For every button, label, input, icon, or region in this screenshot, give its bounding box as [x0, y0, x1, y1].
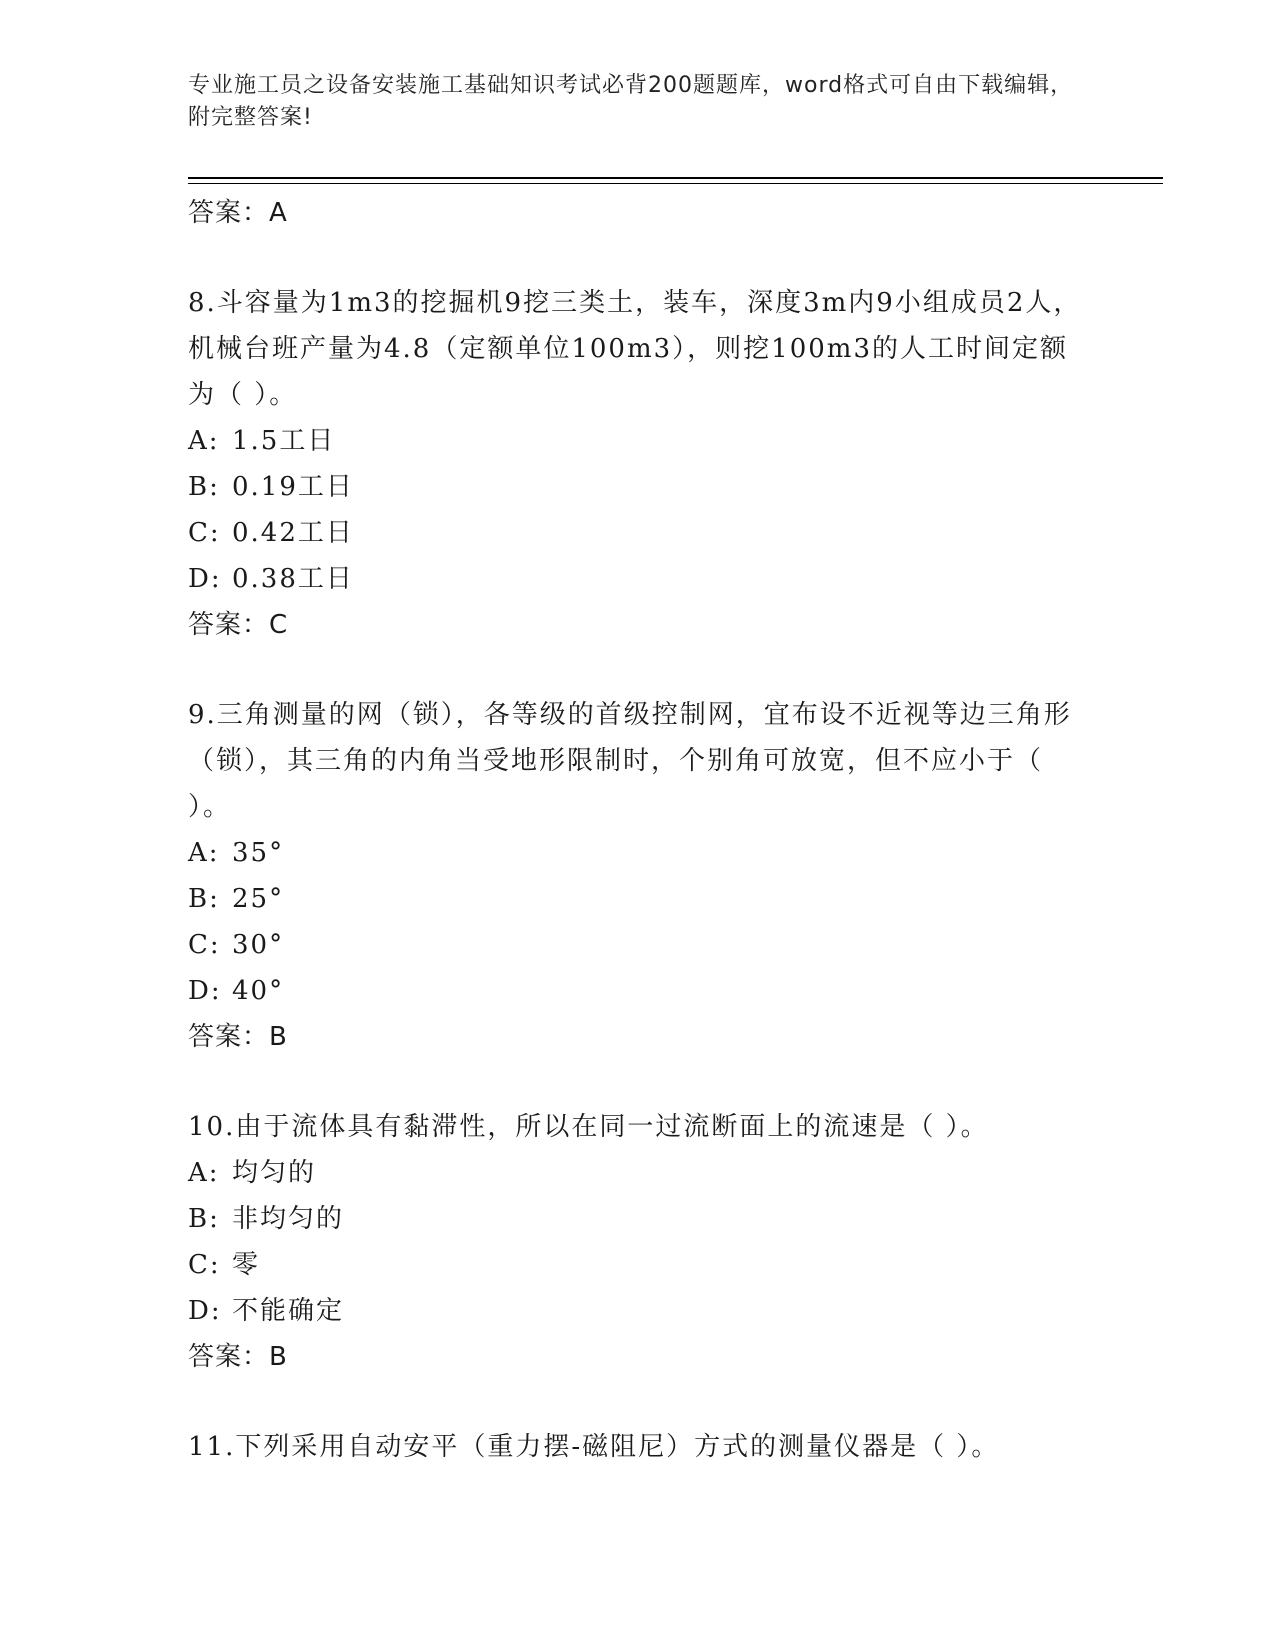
answer-line: 答案：B [188, 1022, 288, 1052]
option-key: D: [188, 1296, 222, 1326]
option-value: 非均匀的 [232, 1204, 345, 1234]
option-b [188, 464, 1088, 510]
answer-line: 答案：C [188, 610, 289, 640]
option-value: 0.19工日 [232, 472, 354, 502]
option-key: C: [188, 518, 221, 548]
header-divider-thin [188, 183, 1163, 184]
question-9 [188, 692, 1088, 1060]
option-value: 零 [232, 1250, 261, 1280]
option-value: 35° [232, 838, 285, 868]
document-header: 专业施工员之设备安装施工基础知识考试必背200题题库，word格式可自由下载编辑，附完整答案! [188, 73, 1074, 130]
option-value: 25° [232, 884, 285, 914]
question-text: 10.由于流体具有黏滞性，所以在同一过流断面上的流速是（ ）。 [188, 1112, 989, 1142]
option-key: C: [188, 930, 221, 960]
option-value: 0.42工日 [232, 518, 354, 548]
option-value: 30° [232, 930, 285, 960]
option-a [188, 1150, 1088, 1196]
document-content [188, 190, 1088, 1470]
question-8 [188, 280, 1088, 648]
option-value: 0.38工日 [232, 564, 354, 594]
option-value: 40° [232, 976, 285, 1006]
option-c [188, 922, 1088, 968]
option-key: D: [188, 976, 222, 1006]
option-value: 1.5工日 [232, 426, 336, 456]
option-b [188, 1196, 1088, 1242]
option-d [188, 1288, 1088, 1334]
option-key: B: [188, 472, 220, 502]
option-a [188, 830, 1088, 876]
header-divider-thick [188, 177, 1163, 179]
question-10 [188, 1104, 1088, 1380]
option-a [188, 418, 1088, 464]
option-key: A: [188, 1158, 220, 1188]
option-key: D: [188, 564, 222, 594]
question-text: 8.斗容量为1m3的挖掘机9挖三类土，装车，深度3m内9小组成员2人，机械台班产量为4.8（定额单位100m3），则挖100m3的人工时间定额为（ ）。 [188, 288, 1082, 410]
option-key: A: [188, 426, 220, 456]
option-c [188, 510, 1088, 556]
option-value: 均匀的 [232, 1158, 317, 1188]
option-c [188, 1242, 1088, 1288]
option-key: B: [188, 1204, 220, 1234]
option-value: 不能确定 [232, 1296, 345, 1326]
option-key: C: [188, 1250, 221, 1280]
option-d [188, 968, 1088, 1014]
question-text: 9.三角测量的网（锁），各等级的首级控制网，宜布设不近视等边三角形（锁），其三角的内角当受地形限制时，个别角可放宽，但不应小于（ ）。 [188, 700, 1072, 822]
answer-line: 答案：A [188, 198, 288, 228]
option-d [188, 556, 1088, 602]
option-b [188, 876, 1088, 922]
question-11 [188, 1424, 1088, 1470]
answer-line: 答案：B [188, 1342, 288, 1372]
option-key: A: [188, 838, 220, 868]
option-key: B: [188, 884, 220, 914]
question-text: 11.下列采用自动安平（重力摆-磁阻尼）方式的测量仪器是（ ）。 [188, 1432, 1000, 1462]
